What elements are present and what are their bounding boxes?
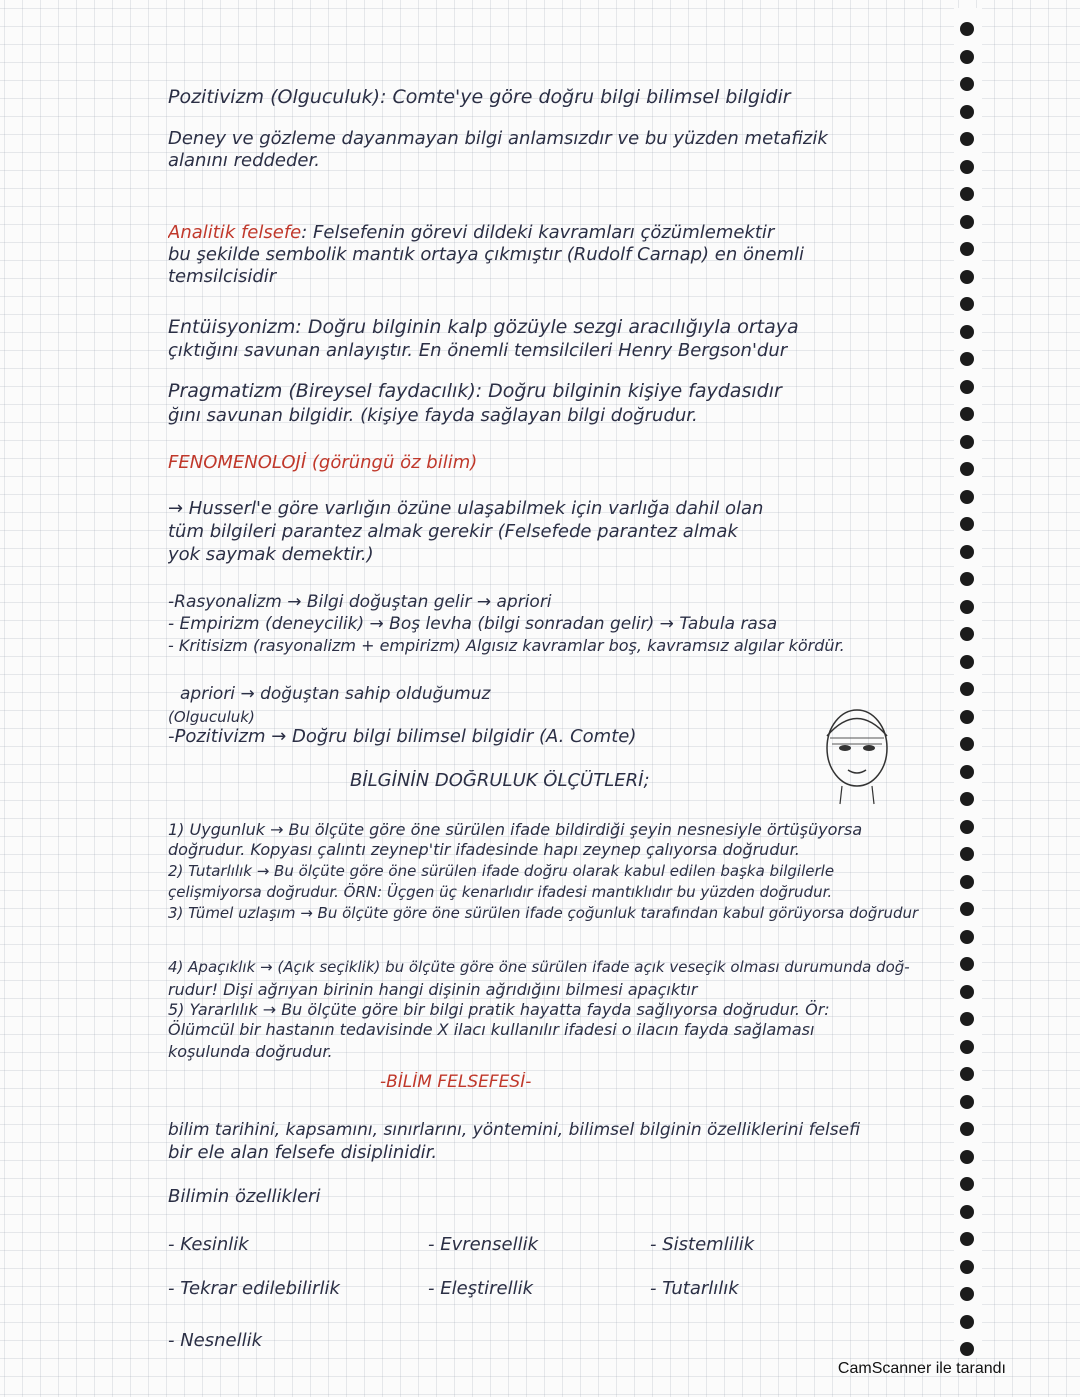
criteria-5: 3) Tümel uzlaşım → Bu ölçüte göre öne sürülen ifade çoğunluk tarafından kabul görüyorsa doğrudur — [168, 904, 919, 922]
analytic-body-2: bu şekilde sembolik mantık ortaya çıkmıştır (Rudolf Carnap) en önemli — [168, 244, 805, 265]
pozitivizm-note: -Pozitivizm → Doğru bilgi bilimsel bilgidir (A. Comte) — [168, 726, 637, 747]
school-rationalism: -Rasyonalizm → Bilgi doğuştan gelir → apriori — [168, 592, 552, 612]
binding-hole — [960, 1040, 974, 1054]
feature-tutarlilik: - Tutarlılık — [650, 1278, 739, 1299]
science-title: -BİLİM FELSEFESİ- — [380, 1072, 532, 1092]
analytic-line-1 — [168, 222, 948, 243]
criteria-4: çelişmiyorsa doğrudur. ÖRN: Üçgen üç kenarlıdır ifadesi mantıklıdır bu yüzden doğrudur. — [168, 883, 833, 901]
binding-hole — [960, 1122, 974, 1136]
criteria2-1: 4) Apaçıklık → (Açık seçiklik) bu ölçüte göre öne sürülen ifade açık veseçik olması durumunda doğ- — [168, 958, 910, 976]
criteria2-5: koşulunda doğrudur. — [168, 1042, 333, 1061]
husserl-2: tüm bilgileri parantez almak gerekir (Felsefede parantez almak — [168, 521, 738, 542]
binding-hole — [960, 105, 974, 119]
binding-hole — [960, 270, 974, 284]
science-body-1: bilim tarihini, kapsamını, sınırlarını, yöntemini, bilimsel bilginin özelliklerini felsefi — [168, 1120, 861, 1140]
face-doodle — [812, 696, 902, 806]
binding-hole — [960, 1150, 974, 1164]
intuitionism-1: Entüisyonizm: Doğru bilginin kalp gözüyle sezgi aracılığıyla ortaya — [168, 316, 799, 338]
binding-hole — [960, 490, 974, 504]
binding-hole — [960, 737, 974, 751]
binding-hole — [960, 600, 974, 614]
binding-hole — [960, 1205, 974, 1219]
binding-hole — [960, 985, 974, 999]
binding-hole — [960, 462, 974, 476]
feature-tekrar: - Tekrar edilebilirlik — [168, 1278, 340, 1299]
scanner-watermark: CamScanner ile tarandı — [837, 1360, 1006, 1377]
feature-evrensellik: - Evrensellik — [428, 1234, 539, 1255]
criteria-2: doğrudur. Kopyası çalıntı zeynep'tir ifadesinde hapı zeynep çalıyorsa doğrudur. — [168, 840, 800, 859]
pragmatism-1: Pragmatizm (Bireysel faydacılık): Doğru bilginin kişiye faydasıdır — [168, 380, 782, 402]
criteria-title: BİLGİNİN DOĞRULUK ÖLÇÜTLERİ; — [350, 770, 650, 791]
olguculuk-note: (Olguculuk) — [168, 708, 255, 726]
binding-hole — [960, 325, 974, 339]
school-empiricism: - Empirizm (deneycilik) → Boş levha (bilgi sonradan gelir) → Tabula rasa — [168, 614, 778, 634]
binding-hole — [960, 545, 974, 559]
binding-hole — [960, 1095, 974, 1109]
analytic-body-3: temsilcisidir — [168, 266, 277, 287]
binding-hole — [960, 902, 974, 916]
pragmatism-2: ğını savunan bilgidir. (kişiye fayda sağlayan bilgi doğrudur. — [168, 405, 698, 426]
binding-hole — [960, 792, 974, 806]
school-criticism: - Kritisizm (rasyonalizm + empirizm) Algısız kavramlar boş, kavramsız algılar kördür. — [168, 636, 845, 655]
husserl-1: → Husserl'e göre varlığın özüne ulaşabilmek için varlığa dahil olan — [168, 498, 764, 519]
binding-hole — [960, 517, 974, 531]
husserl-3: yok saymak demektir.) — [168, 544, 374, 565]
binding-hole — [960, 1067, 974, 1081]
binding-hole — [960, 435, 974, 449]
positivism-body-2: alanını reddeder. — [168, 150, 320, 171]
binding-hole — [960, 352, 974, 366]
binding-hole — [960, 77, 974, 91]
apriori-note: apriori → doğuştan sahip olduğumuz — [180, 684, 491, 704]
phenomenology-title: FENOMENOLOJİ (görüngü öz bilim) — [168, 452, 478, 473]
binding-hole — [960, 875, 974, 889]
binding-hole — [960, 1177, 974, 1191]
binding-hole — [960, 572, 974, 586]
binding-hole — [960, 930, 974, 944]
binding-hole — [960, 1232, 974, 1246]
binding-hole — [960, 215, 974, 229]
binding-hole — [960, 710, 974, 724]
feature-sistemlilik: - Sistemlilik — [650, 1234, 755, 1255]
criteria-1: 1) Uygunluk → Bu ölçüte göre öne sürülen ifade bildirdiği şeyin nesnesiyle örtüşüyorsa — [168, 820, 863, 839]
binding-hole — [960, 820, 974, 834]
binding-hole — [960, 682, 974, 696]
criteria-3: 2) Tutarlılık → Bu ölçüte göre öne sürülen ifade doğru olarak kabul edilen başka bilgilerle — [168, 862, 835, 880]
feature-kesinlik: - Kesinlik — [168, 1234, 249, 1255]
binding-hole — [960, 1342, 974, 1356]
binding-hole — [960, 132, 974, 146]
binding-hole — [960, 22, 974, 36]
positivism-title: Pozitivizm (Olguculuk): Comte'ye göre doğru bilgi bilimsel bilgidir — [168, 86, 791, 108]
binding-hole — [960, 380, 974, 394]
binding-hole — [960, 407, 974, 421]
binding-hole — [960, 627, 974, 641]
criteria2-4: Ölümcül bir hastanın tedavisinde X ilacı kullanılır ifadesi o ilacın fayda sağlaması — [168, 1020, 815, 1039]
binding-hole — [960, 765, 974, 779]
binding-hole — [960, 50, 974, 64]
features-title: Bilimin özellikleri — [168, 1186, 321, 1207]
science-body-2: bir ele alan felsefe disiplinidir. — [168, 1142, 438, 1163]
feature-elestirellik: - Eleştirellik — [428, 1278, 534, 1299]
binding-hole — [960, 242, 974, 256]
criteria2-3: 5) Yararlılık → Bu ölçüte göre bir bilgi pratik hayatta fayda sağlıyorsa doğrudur. Ör: — [168, 1000, 830, 1019]
binding-hole — [960, 1260, 974, 1274]
analytic-term: Analitik felsefe — [168, 222, 302, 243]
feature-nesnellik: - Nesnellik — [168, 1330, 263, 1351]
analytic-body-1: : Felsefenin görevi dildeki kavramları çözümlemektir — [301, 222, 775, 243]
spiral-binding — [954, 8, 982, 1358]
binding-hole — [960, 160, 974, 174]
binding-hole — [960, 847, 974, 861]
criteria2-2: rudur! Dişi ağrıyan birinin hangi dişinin ağrıdığını bilmesi apaçıktır — [168, 980, 698, 999]
binding-hole — [960, 187, 974, 201]
binding-hole — [960, 1012, 974, 1026]
binding-hole — [960, 1315, 974, 1329]
positivism-body-1: Deney ve gözleme dayanmayan bilgi anlamsızdır ve bu yüzden metafizik — [168, 128, 828, 149]
binding-hole — [960, 297, 974, 311]
binding-hole — [960, 655, 974, 669]
intuitionism-2: çıktığını savunan anlayıştır. En önemli temsilcileri Henry Bergson'dur — [168, 340, 788, 361]
binding-hole — [960, 957, 974, 971]
binding-hole — [960, 1287, 974, 1301]
